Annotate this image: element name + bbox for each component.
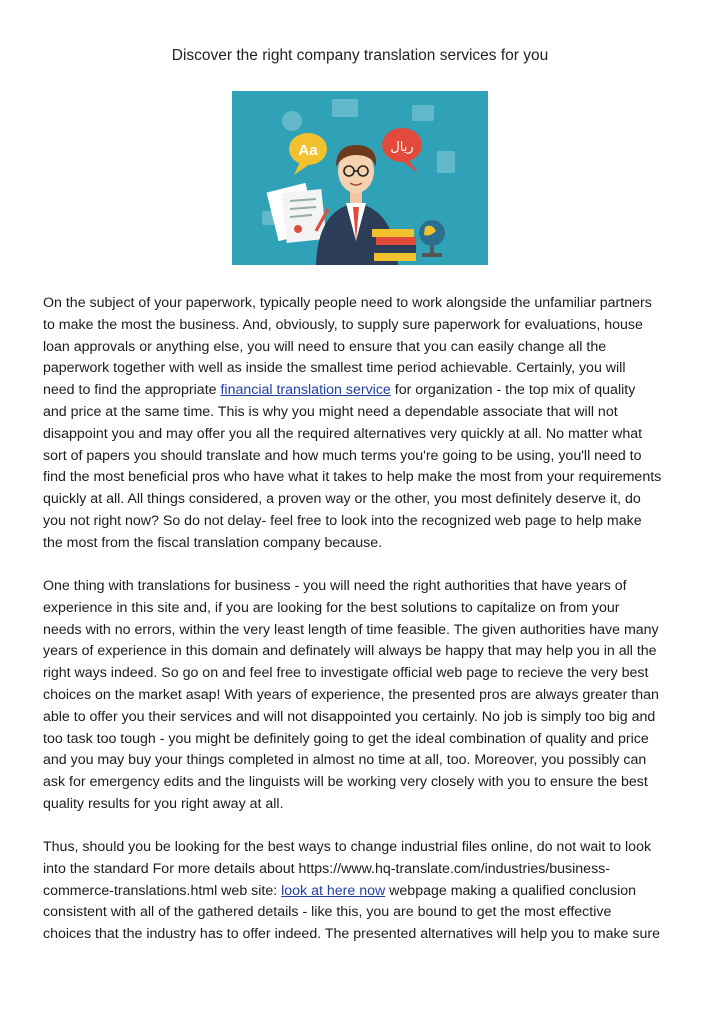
text-line: On the subject of your paperwork, typically people need to work alongside the unfamiliar partners [43,295,652,311]
text-line: find the most beneficial pros who have what it takes to help make the most from your requirements [43,469,662,486]
text-line: into the standard For more details about https://www.hq-translate.com/industries/business- [43,860,610,877]
aa-bubble-icon [289,133,327,175]
text-line: and price at the same time. This is why you might need a dependable associate that will not [43,403,618,420]
text-line [43,380,683,402]
text-line: Thus, should you be looking for the best ways to change industrial files online, do not wait to look [43,839,652,855]
text-line: One thing with translations for business - you will need the right authorities that have years of [43,578,627,594]
svg-text:Aa: Aa [298,142,318,159]
text-segment: need to find the appropriate [43,382,221,399]
text-line: to make the most the business. And, obviously, to supply sure paperwork for evaluations, house [43,316,643,333]
arabic-bubble-icon [382,128,422,173]
text-line [43,881,683,903]
text-segment: webpage making a qualified conclusion [385,882,637,899]
text-line: right ways indeed. So go on and feel free to investigate official web page to recieve the very best [43,665,649,682]
text-line: able to offer you their services and will not disappointed you certainly. No job is simply too big and [43,708,656,725]
text-line: the most from the fiscal translation company because. [43,534,383,551]
text-segment: for organization - the top mix of quality [390,382,636,399]
svg-text:ريال: ريال [390,140,414,155]
text-line: consistent with all of the gathered details - like this, you are bound to get the most effective [43,904,612,921]
text-line: choices on the market asap! With years of experience, the presented pros are always greater than [43,686,659,703]
text-line: ask for emergency edits and the linguists will be working very closely with you to ensure the best [43,774,648,791]
books-icon [370,229,416,261]
text-line: quickly at all. All things considered, a proven way or the other, you most definitely deserve it, do [43,491,641,508]
translator-illustration [232,91,488,265]
text-line: too task too tough - you might be definitely going to get the ideal combination of quality and price [43,730,649,747]
text-line: sort of papers you should translate and how much terms you're going to be using, you'll need to [43,447,642,464]
paragraph-2 [43,576,683,816]
look-at-here-now-link[interactable]: look at here now [281,882,386,899]
paragraph-1 [43,293,683,555]
text-line: disappoint you and may offer you all the required alternatives very quickly at all. No matter what [43,425,643,442]
text-line: years of experience in this domain and definately will always be happy that may help you in all the [43,643,657,660]
text-line: loan approvals or anything else, you will need to ensure that you can easily change all the [43,338,607,355]
financial-translation-service-link[interactable]: financial translation service [220,382,391,399]
text-line: and you may buy your things completed in almost no time at all, too. Moreover, you possibly can [43,752,647,769]
text-line: needs with no errors, within the very least length of time feasible. The given authorities have many [43,621,659,638]
text-line: you not right now? So do not delay- feel free to look into the recognized web page to help make [43,512,642,529]
text-line: quality results for you right away at all. [43,795,284,812]
page-title: Discover the right company translation services for you [171,47,549,64]
paragraph-3 [43,837,683,946]
text-line: choices that the industry has to offer indeed. The presented alternatives will help you to make sure [43,926,660,943]
globe-icon [419,220,445,257]
text-segment: commerce-translations.html web site: [43,882,282,899]
document-icon [267,183,328,243]
text-line: experience in this site and, if you are looking for the best solutions to capitalize on from your [43,599,620,616]
text-line: paperwork together with well as inside the smallest time period achievable. Certainly, you will [43,360,626,377]
